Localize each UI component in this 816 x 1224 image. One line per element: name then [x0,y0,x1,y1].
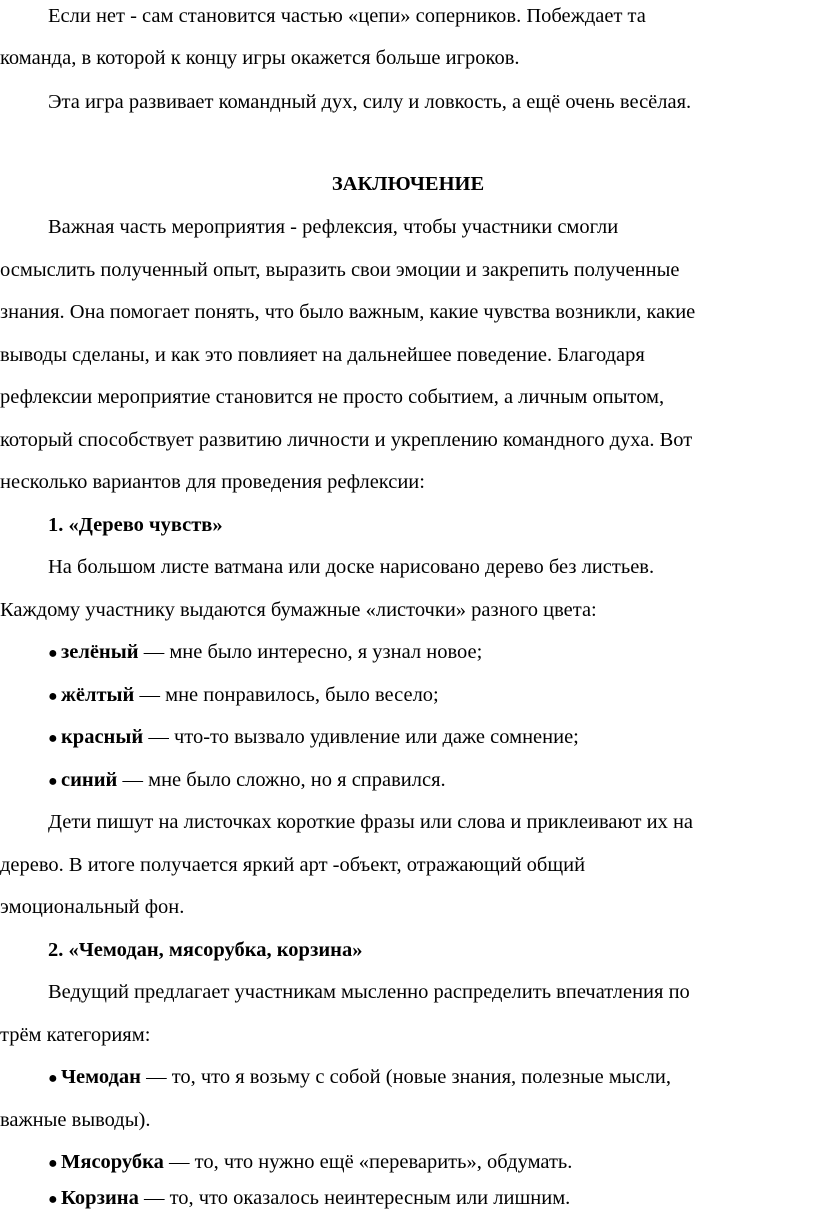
conclusion-line-2: осмыслить полученный опыт, выразить свои эмоции и закрепить полученные [0,259,680,281]
method1-intro-line-1: На большом листе ватмана или доске нарисовано дерево без листьев. [48,556,655,578]
bullet-icon: ● [48,645,58,662]
intro-line-3: Эта игра развивает командный дух, силу и ловкость, а ещё очень весёлая. [48,91,692,113]
item-term: жёлтый [61,684,135,706]
item-term: Корзина [61,1187,139,1209]
bullet-icon: ● [48,1070,58,1087]
conclusion-line-3: знания. Она помогает понять, что было важным, какие чувства возникли, какие [0,301,696,323]
bullet-icon: ● [48,730,58,747]
method2-item [48,1186,570,1212]
method2-intro-line-2: трём категориям: [0,1024,151,1046]
item-text: — то, что я возьму с собой (новые знания, полезные мысли, [140,1066,672,1088]
item-text: — что-то вызвало удивление или даже сомнение; [143,726,579,748]
conclusion-line-5: рефлексии мероприятие становится не просто событием, а личным опытом, [0,386,665,408]
item-term: красный [61,726,144,748]
bullet-icon: ● [48,773,58,790]
method2-item [48,1065,671,1091]
item-term: Чемодан [61,1066,141,1088]
method1-intro-line-2: Каждому участнику выдаются бумажные «листочки» разного цвета: [0,599,597,621]
conclusion-heading: ЗАКЛЮЧЕНИЕ [331,173,485,195]
bullet-icon: ● [48,1191,58,1208]
intro-line-1: Если нет - сам становится частью «цепи» соперников. Побеждает та [48,5,646,27]
method1-item [48,725,579,751]
bullet-icon: ● [48,688,58,705]
method1-title: 1. «Дерево чувств» [48,514,223,536]
method1-item [48,683,439,709]
conclusion-line-1: Важная часть мероприятия - рефлексия, чтобы участники смогли [48,216,619,238]
method2-title: 2. «Чемодан, мясорубка, корзина» [48,939,363,961]
item-term: зелёный [61,641,139,663]
method2-item [48,1150,572,1176]
method1-item [48,768,446,794]
method1-outro-line-2: дерево. В итоге получается яркий арт -объект, отражающий общий [0,854,586,876]
method2-intro-line-1: Ведущий предлагает участникам мысленно распределить впечатления по [48,981,690,1003]
method1-outro-line-1: Дети пишут на листочках короткие фразы или слова и приклеивают их на [48,811,694,833]
conclusion-line-6: который способствует развитию личности и укреплению командного духа. Вот [0,429,693,451]
item-text: — мне было интересно, я узнал новое; [138,641,483,663]
item-term: синий [61,769,118,791]
item-term: Мясорубка [61,1151,164,1173]
item-text: — то, что оказалось неинтересным или лишним. [138,1187,571,1209]
item-text: — мне было сложно, но я справился. [117,769,446,791]
bullet-icon: ● [48,1155,58,1172]
conclusion-line-7: несколько вариантов для проведения рефлексии: [0,471,425,493]
item-text: — мне понравилось, было весело; [134,684,439,706]
item-text: — то, что нужно ещё «переварить», обдумать. [163,1151,573,1173]
intro-line-2: команда, в которой к концу игры окажется больше игроков. [0,47,520,69]
method1-outro-line-3: эмоциональный фон. [0,896,185,918]
method1-item [48,640,482,666]
method2-item-continuation: важные выводы). [0,1109,151,1131]
conclusion-line-4: выводы сделаны, и как это повлияет на дальнейшее поведение. Благодаря [0,344,645,366]
